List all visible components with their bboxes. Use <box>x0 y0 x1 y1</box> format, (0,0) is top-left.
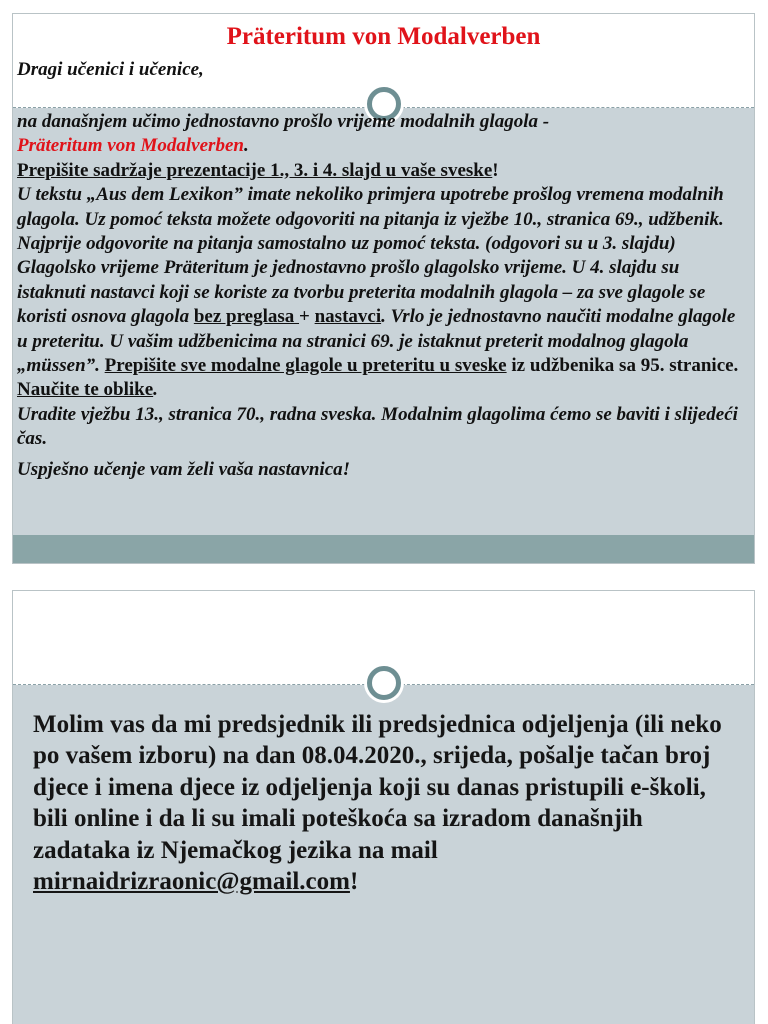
nastavci: nastavci <box>314 306 382 328</box>
closing-line: Uspješno učenje vam želi vaša nastavnica! <box>17 458 351 480</box>
intro-topic: Präteritum von Modalverben <box>17 135 244 157</box>
bez-preglasa: bez preglasa <box>193 306 300 328</box>
greeting: Dragi učenici i učenice, <box>17 59 204 80</box>
slide-1 <box>12 13 755 564</box>
intro-paragraph: na današnjem učimo jednostavno prošlo vrijeme modalnih glagola - Präteritum von Modalverben. <box>17 111 550 157</box>
intro-text: na današnjem učimo jednostavno prošlo vrijeme modalnih glagola - <box>17 111 550 132</box>
request-paragraph: Molim vas da mi predsjednik ili predsjednica odjeljenja (ili neko po vašem izboru) na dan 08.04.2020., srijeda, pošalje tačan broj djece i imena djece iz odjeljenja koji su danas pristupili e-školi, bili online i da li su imali poteškoća sa izradom današnjih zadataka iz Njemačkog jezika na mail mirnaidrizraonic@gmail.com! <box>33 711 722 896</box>
slide-1-footer-band <box>13 535 754 563</box>
copy-instruction-text: Prepišite sadržaje prezentacije 1., 3. i 4. slajd u vaše sveske <box>17 159 493 181</box>
grammar-paragraph: Glagolsko vrijeme Präteritum je jednostavno prošlo glagolsko vrijeme. U 4. slajdu su istaknuti nastavci koji se koriste za tvorbu preterita modalnih glagola – za sve glagole se koristi osnova glagola bez preglasa + nastavci. Vrlo je jednostavno naučiti modalne glagole u preteritu. U vašim udžbenicima na stranici 69. je istaknut preterit modalnog glagola „müssen”. Prepišite sve modalne glagole u preteritu u sveske iz udžbenika sa 95. stranice. Naučite te oblike. <box>17 257 739 401</box>
lesson-text <box>17 110 750 482</box>
copy-instruction: Prepišite sadržaje prezentacije 1., 3. i 4. slajd u vaše sveske! <box>17 159 499 181</box>
slide-title: Präteritum von Modalverben <box>226 23 541 50</box>
copy-modal-verbs: Prepišite sve modalne glagole u preteritu u sveske <box>104 355 507 377</box>
slide-2 <box>12 590 755 1024</box>
email-address: mirnaidrizraonic@gmail.com <box>33 868 350 896</box>
lexikon-paragraph: U tekstu „Aus dem Lexikon” imate nekoliko primjera upotrebe prošlog vremena modalnih glagola. Uz pomoć teksta možete odgovoriti na pitanja iz vježbe 10., stranica 69., udžbenik. Najprije odgovorite na pitanja samostalno uz pomoć teksta. (odgovori su u 3. slajdu) <box>17 184 724 255</box>
learn-forms: Naučite te oblike <box>17 379 154 401</box>
ring-ornament-icon <box>367 666 401 700</box>
exercise-paragraph: Uradite vježbu 13., stranica 70., radna sveska. Modalnim glagolima ćemo se baviti i slijedeći čas. <box>17 403 738 450</box>
request-text <box>33 709 740 897</box>
